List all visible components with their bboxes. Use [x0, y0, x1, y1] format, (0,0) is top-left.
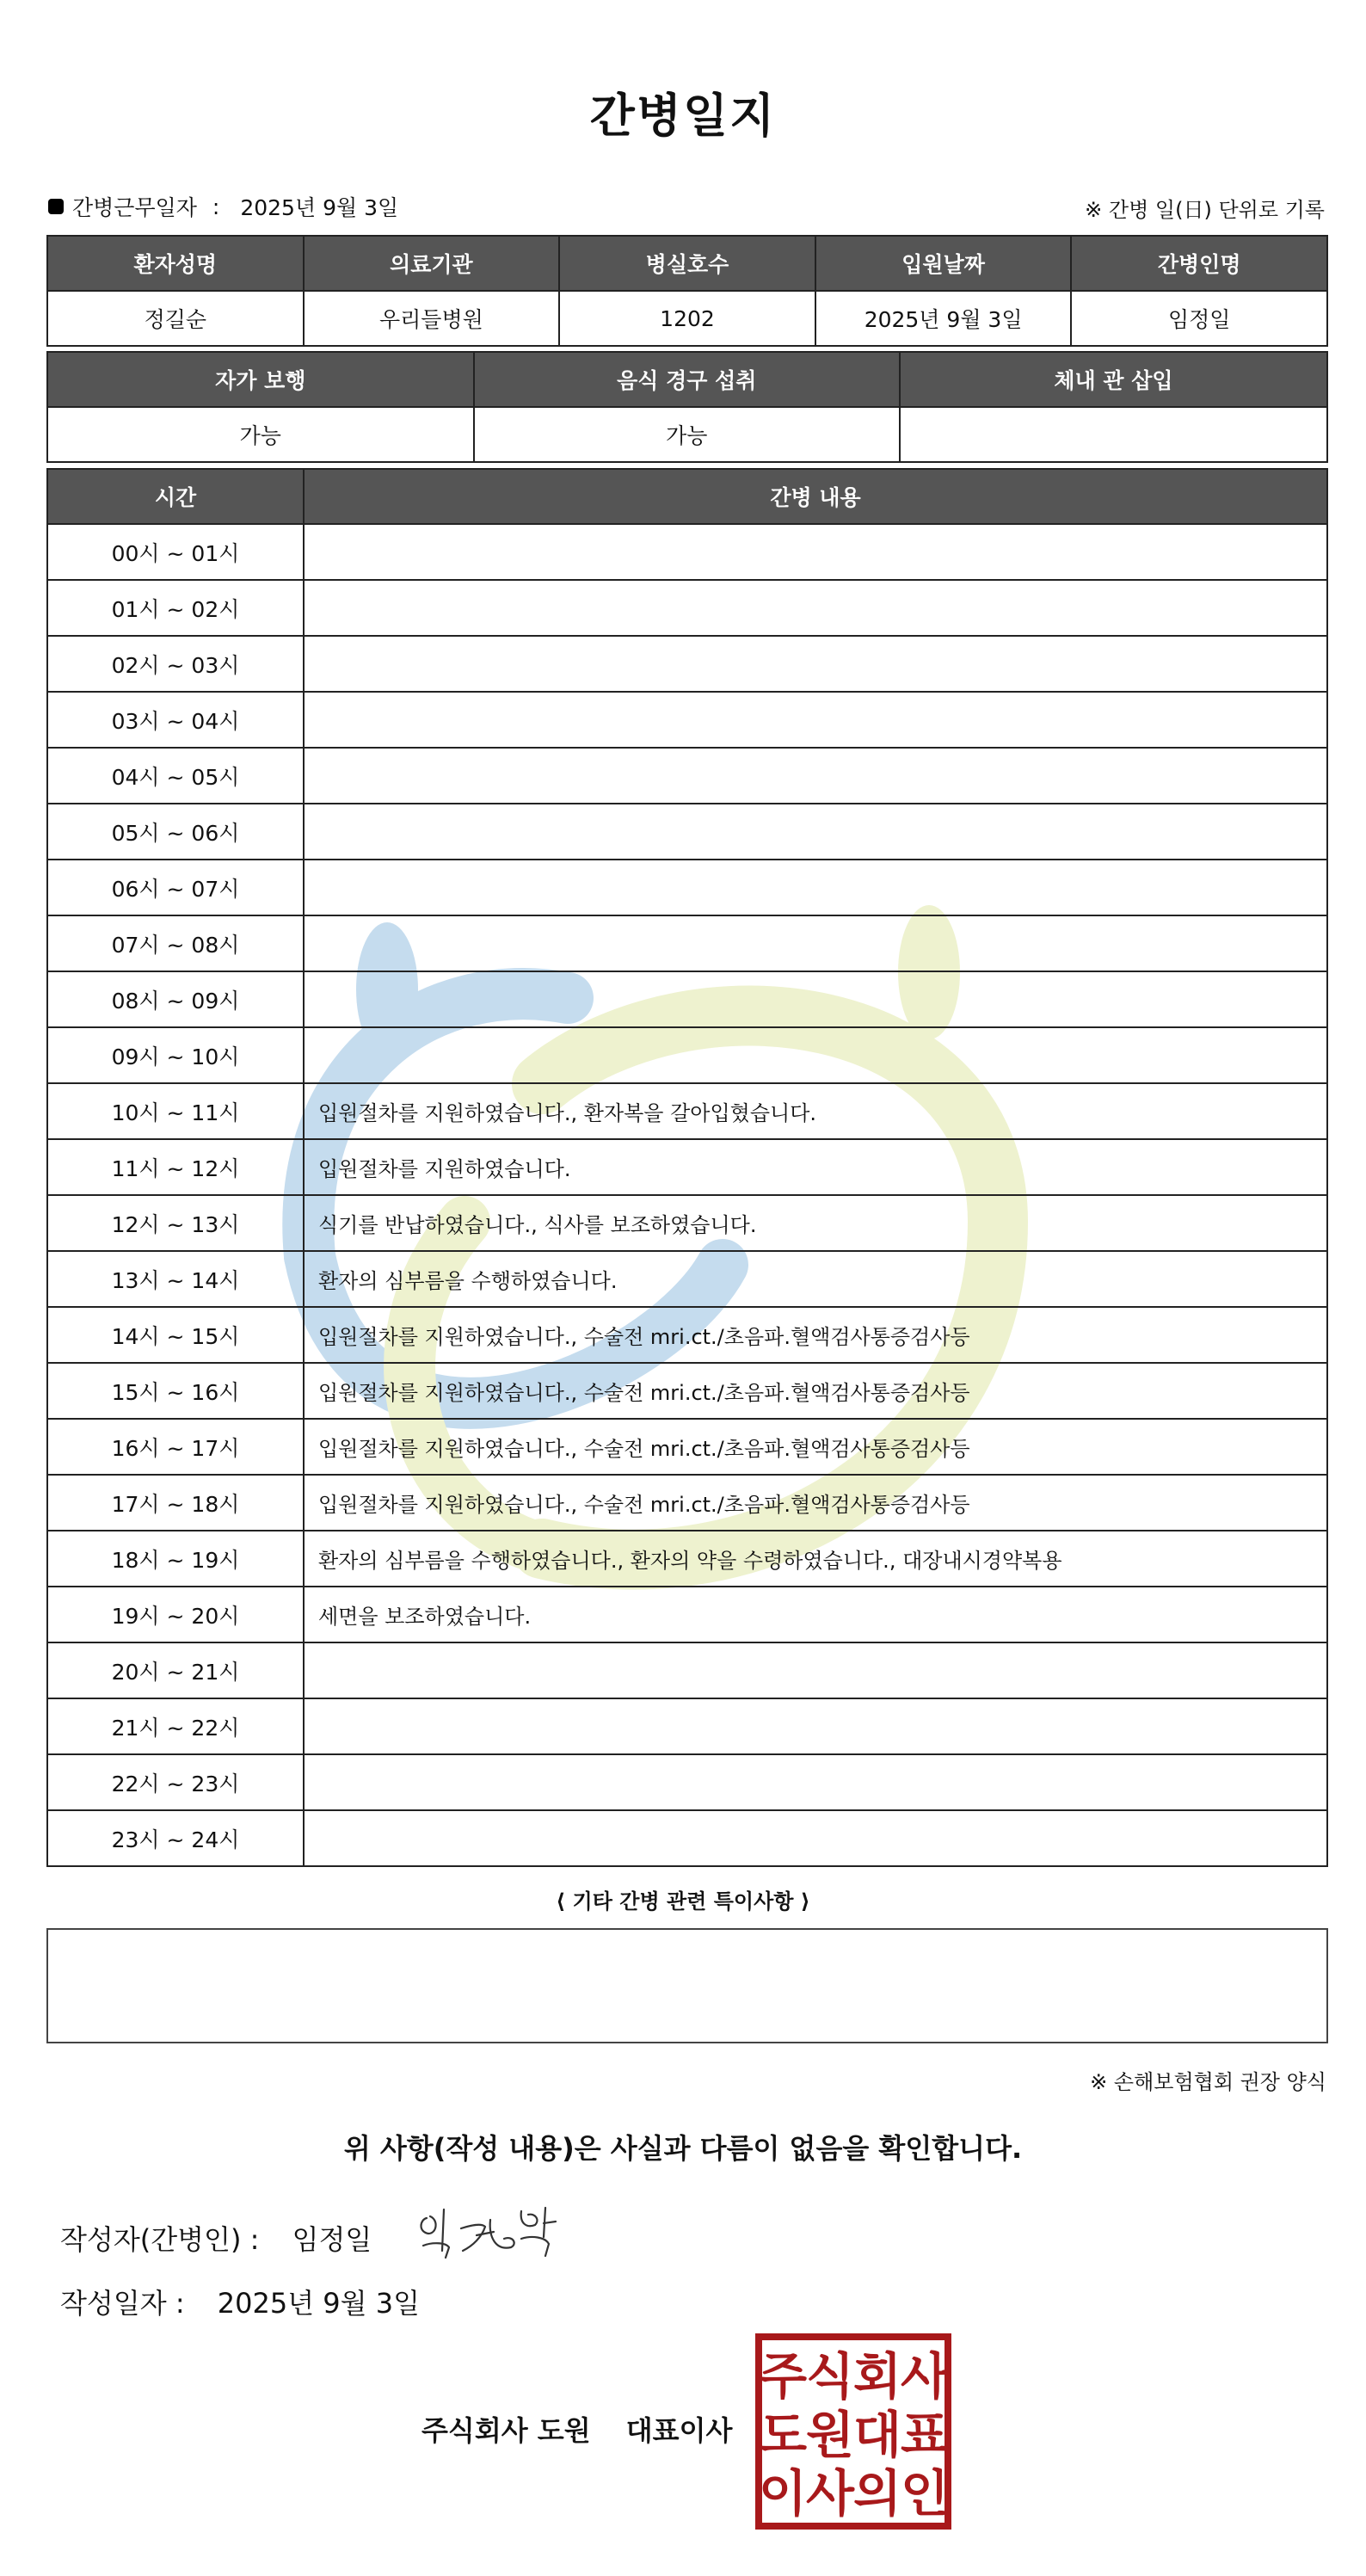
work-date-separator: :	[212, 194, 220, 219]
seal-char: 식	[805, 2347, 855, 2406]
seal-char: 사	[805, 2464, 855, 2523]
log-time: 02시 ~ 03시	[47, 636, 304, 692]
log-row	[47, 1251, 1327, 1307]
work-date-label: 간병근무일자	[72, 195, 197, 220]
log-time: 20시 ~ 21시	[47, 1642, 304, 1698]
patient-name: 정길순	[47, 291, 304, 346]
log-time: 06시 ~ 07시	[47, 860, 304, 915]
log-content: 입원절차를 지원하였습니다., 수술전 mri.ct./초음파.혈액검사통증검사등	[304, 1475, 1327, 1531]
log-content: 환자의 심부름을 수행하였습니다., 환자의 약을 수령하였습니다., 대장내시경약복용	[304, 1531, 1327, 1587]
log-content: 환자의 심부름을 수행하였습니다.	[304, 1251, 1327, 1307]
log-content: 입원절차를 지원하였습니다.	[304, 1139, 1327, 1195]
log-row	[47, 1698, 1327, 1754]
header-patient-name: 환자성명	[47, 236, 304, 291]
log-row	[47, 1363, 1327, 1419]
caregiver-name: 임정일	[1071, 291, 1327, 346]
log-time: 10시 ~ 11시	[47, 1083, 304, 1139]
log-time: 19시 ~ 20시	[47, 1587, 304, 1642]
log-time: 07시 ~ 08시	[47, 915, 304, 971]
room-number: 1202	[559, 291, 815, 346]
status-value-row	[47, 407, 1327, 462]
log-row	[47, 1754, 1327, 1810]
log-row	[47, 1475, 1327, 1531]
log-content	[304, 915, 1327, 971]
log-content	[304, 1810, 1327, 1866]
log-content	[304, 804, 1327, 860]
log-time: 03시 ~ 04시	[47, 692, 304, 748]
association-note: ※ 손해보험협회 권장 양식	[1090, 2070, 1326, 2094]
company-name: 주식회사 도원	[421, 2414, 591, 2447]
log-time: 17시 ~ 18시	[47, 1475, 304, 1531]
special-notes-label: ⟨ 기타 간병 관련 특이사항 ⟩	[556, 1889, 810, 1914]
log-row	[47, 1307, 1327, 1363]
log-time: 23시 ~ 24시	[47, 1810, 304, 1866]
log-row	[47, 524, 1327, 580]
company-seal-stamp	[755, 2333, 951, 2530]
log-row	[47, 1419, 1327, 1475]
log-content	[304, 1027, 1327, 1083]
log-row	[47, 804, 1327, 860]
handwritten-signature	[411, 2203, 566, 2271]
log-row	[47, 1083, 1327, 1139]
log-content	[304, 971, 1327, 1027]
confirmation-statement: 위 사항(작성 내용)은 사실과 다름이 없음을 확인합니다.	[343, 2132, 1023, 2165]
hospital-name: 우리들병원	[304, 291, 560, 346]
writer-line	[60, 2218, 372, 2258]
log-time: 09시 ~ 10시	[47, 1027, 304, 1083]
log-time: 18시 ~ 19시	[47, 1531, 304, 1587]
page-title: 간병일지	[589, 89, 777, 143]
log-row	[47, 1195, 1327, 1251]
log-header-row	[47, 469, 1327, 524]
log-content	[304, 1698, 1327, 1754]
seal-char: 주	[758, 2347, 808, 2406]
log-content	[304, 580, 1327, 636]
log-content: 입원절차를 지원하였습니다., 환자복을 갈아입혔습니다.	[304, 1083, 1327, 1139]
seal-char: 표	[900, 2406, 950, 2464]
log-time: 14시 ~ 15시	[47, 1307, 304, 1363]
log-time: 08시 ~ 09시	[47, 971, 304, 1027]
log-content: 세면을 보조하였습니다.	[304, 1587, 1327, 1642]
patient-info-table	[46, 235, 1328, 347]
admission-date: 2025년 9월 3일	[815, 291, 1072, 346]
log-row	[47, 860, 1327, 915]
seal-char: 사	[900, 2347, 950, 2406]
seal-char: 원	[805, 2406, 855, 2464]
log-content: 식기를 반납하였습니다., 식사를 보조하였습니다.	[304, 1195, 1327, 1251]
log-content	[304, 524, 1327, 580]
writer-name: 임정일	[292, 2223, 372, 2256]
log-content	[304, 748, 1327, 804]
log-time: 12시 ~ 13시	[47, 1195, 304, 1251]
log-row	[47, 1810, 1327, 1866]
log-content	[304, 860, 1327, 915]
header-caregiver: 간병인명	[1071, 236, 1327, 291]
log-row	[47, 580, 1327, 636]
patient-value-row	[47, 291, 1327, 346]
seal-char: 회	[852, 2347, 902, 2406]
work-date-value: 2025년 9월 3일	[240, 195, 399, 220]
oral-intake-value: 가능	[474, 407, 901, 462]
written-date-label: 작성일자 :	[60, 2287, 185, 2320]
log-content: 입원절차를 지원하였습니다., 수술전 mri.ct./초음파.혈액검사통증검사등	[304, 1307, 1327, 1363]
log-content	[304, 636, 1327, 692]
log-row	[47, 1587, 1327, 1642]
unit-note: ※ 간병 일(日) 단위로 기록	[1085, 198, 1325, 222]
writer-label: 작성자(간병인) :	[60, 2223, 260, 2256]
log-row	[47, 1139, 1327, 1195]
log-row	[47, 692, 1327, 748]
log-time: 21시 ~ 22시	[47, 1698, 304, 1754]
written-date-value: 2025년 9월 3일	[217, 2287, 421, 2320]
log-content	[304, 692, 1327, 748]
written-date-line	[60, 2282, 420, 2321]
log-time: 22시 ~ 23시	[47, 1754, 304, 1810]
header-room: 병실호수	[559, 236, 815, 291]
company-ceo-title: 대표이사	[625, 2414, 733, 2447]
header-hospital: 의료기관	[304, 236, 560, 291]
log-row	[47, 1027, 1327, 1083]
header-oral-intake: 음식 경구 섭취	[474, 352, 901, 407]
log-time: 16시 ~ 17시	[47, 1419, 304, 1475]
company-line	[421, 2409, 732, 2449]
log-row	[47, 748, 1327, 804]
log-content: 입원절차를 지원하였습니다., 수술전 mri.ct./초음파.혈액검사통증검사등	[304, 1363, 1327, 1419]
log-row	[47, 915, 1327, 971]
log-time: 11시 ~ 12시	[47, 1139, 304, 1195]
patient-status-table	[46, 351, 1328, 463]
work-date	[48, 191, 398, 222]
log-content	[304, 1754, 1327, 1810]
log-row	[47, 636, 1327, 692]
header-admission-date: 입원날짜	[815, 236, 1072, 291]
header-tube-insertion: 체내 관 삽입	[900, 352, 1327, 407]
log-time: 13시 ~ 14시	[47, 1251, 304, 1307]
care-log-table	[46, 468, 1328, 1867]
header-walking: 자가 보행	[47, 352, 474, 407]
header-care-content: 간병 내용	[304, 469, 1327, 524]
log-content	[304, 1642, 1327, 1698]
log-row	[47, 1642, 1327, 1698]
log-time: 05시 ~ 06시	[47, 804, 304, 860]
log-time: 00시 ~ 01시	[47, 524, 304, 580]
log-content: 입원절차를 지원하였습니다., 수술전 mri.ct./초음파.혈액검사통증검사등	[304, 1419, 1327, 1475]
patient-header-row	[47, 236, 1327, 291]
special-notes-box	[46, 1928, 1328, 2043]
tube-insertion-value	[900, 407, 1327, 462]
log-time: 01시 ~ 02시	[47, 580, 304, 636]
seal-char: 인	[900, 2464, 950, 2523]
walking-value: 가능	[47, 407, 474, 462]
log-time: 15시 ~ 16시	[47, 1363, 304, 1419]
log-row	[47, 971, 1327, 1027]
bullet-icon	[48, 199, 64, 214]
header-time: 시간	[47, 469, 304, 524]
seal-char: 이	[758, 2464, 808, 2523]
status-header-row	[47, 352, 1327, 407]
seal-char: 도	[758, 2406, 808, 2464]
seal-char: 대	[852, 2406, 902, 2464]
log-time: 04시 ~ 05시	[47, 748, 304, 804]
seal-char: 의	[852, 2464, 902, 2523]
log-row	[47, 1531, 1327, 1587]
